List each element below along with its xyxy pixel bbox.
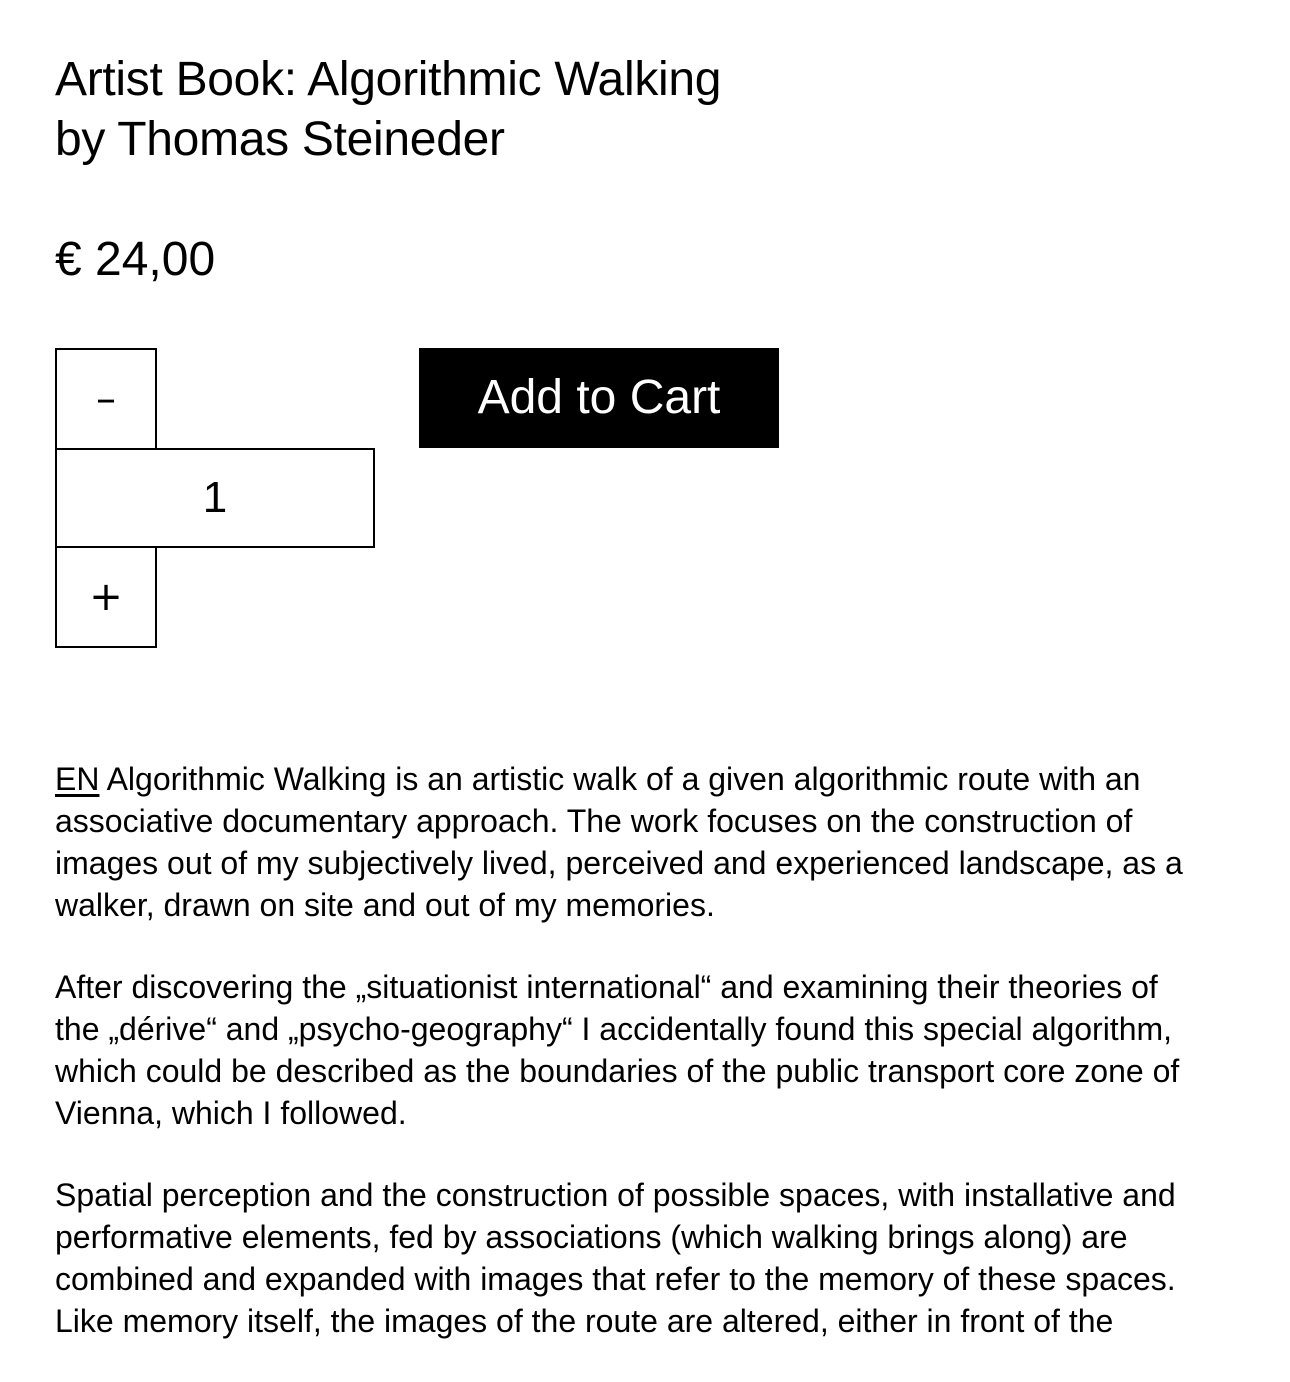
description-line: After discovering the „situationist international“ and examining their theories of <box>55 969 1158 1005</box>
description-paragraph <box>55 1174 1290 1342</box>
product-description <box>55 758 1290 1382</box>
add-to-cart-button[interactable]: Add to Cart <box>419 348 779 448</box>
description-line: Algorithmic Walking is an artistic walk of a given algorithmic route with an <box>99 761 1141 797</box>
product-title-line-2: by Thomas Steineder <box>55 113 505 166</box>
description-paragraph <box>55 758 1290 926</box>
product-title-line-1: Artist Book: Algorithmic Walking <box>55 53 722 106</box>
description-line: combined and expanded with images that refer to the memory of these spaces. <box>55 1261 1176 1297</box>
product-price: € 24,00 <box>55 233 216 286</box>
quantity-input[interactable] <box>55 448 375 548</box>
description-paragraph <box>55 966 1290 1134</box>
description-line: which could be described as the boundaries of the public transport core zone of <box>55 1053 1180 1089</box>
language-link-en[interactable]: EN <box>55 761 100 797</box>
description-line: the „dérive“ and „psycho-geography“ I accidentally found this special algorithm, <box>55 1011 1173 1047</box>
description-line: walker, drawn on site and out of my memories. <box>55 887 715 923</box>
quantity-decrement-button[interactable]: – <box>55 348 157 450</box>
quantity-increment-button[interactable]: + <box>55 548 157 648</box>
product-title <box>55 50 721 170</box>
description-line: performative elements, fed by associations (which walking brings along) are <box>55 1219 1128 1255</box>
description-line: images out of my subjectively lived, perceived and experienced landscape, as a <box>55 845 1183 881</box>
description-line: Spatial perception and the construction of possible spaces, with installative and <box>55 1177 1176 1213</box>
description-line: Vienna, which I followed. <box>55 1095 407 1131</box>
description-line: Like memory itself, the images of the route are altered, either in front of the <box>55 1303 1114 1339</box>
description-line: associative documentary approach. The work focuses on the construction of <box>55 803 1133 839</box>
